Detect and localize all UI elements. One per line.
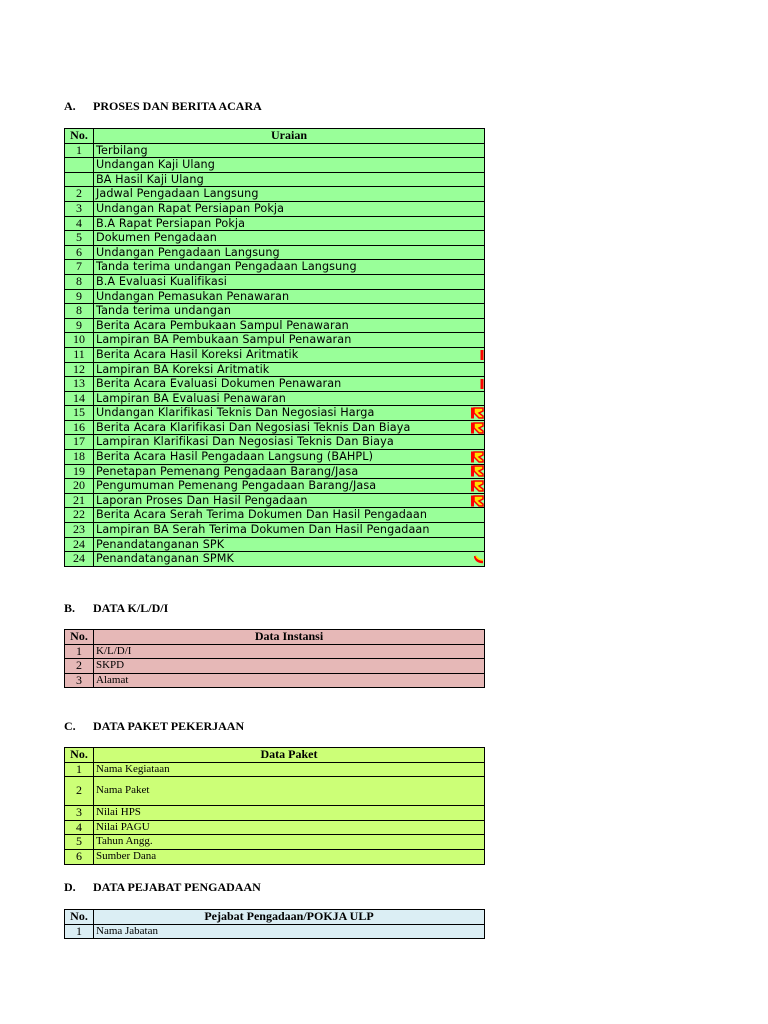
row-number: 1 [65,644,94,659]
curve-mark-icon [474,552,484,566]
row-text [94,347,485,362]
row-number: 3 [65,201,94,216]
table-row [65,318,485,333]
row-number: 20 [65,479,94,494]
row-number: 1 [65,762,94,777]
table-row [65,143,485,158]
row-label: Undangan Rapat Persiapan Pokja [96,201,285,215]
bar-mark-icon [480,377,484,391]
row-number: 6 [65,849,94,864]
row-label: Jadwal Pengadaan Langsung [96,187,259,201]
row-label: Tahun Angg. [96,835,153,848]
row-text [94,924,485,939]
row-label: Penandatanganan SPMK [96,552,234,566]
table-row [65,820,485,835]
row-number: 10 [65,333,94,348]
row-text [94,391,485,406]
row-text [94,523,485,538]
row-number: 4 [65,216,94,231]
row-number: 4 [65,820,94,835]
row-label: Penetapan Pemenang Pengadaan Barang/Jasa [96,464,359,478]
table-row [65,260,485,275]
row-label: Terbilang [96,143,148,157]
row-text [94,820,485,835]
col-header-data-instansi: Data Instansi [94,630,485,645]
flag-mark-icon [471,406,484,420]
row-text [94,158,485,173]
row-number: 14 [65,391,94,406]
section-letter: B. [64,601,76,615]
row-text [94,274,485,289]
row-label: Lampiran BA Koreksi Aritmatik [96,362,270,376]
row-label: Nama Jabatan [96,924,158,937]
row-text [94,333,485,348]
table-row [65,289,485,304]
flag-mark-icon [471,479,484,493]
table-header-row [65,129,485,144]
row-text [94,216,485,231]
table-row [65,777,485,806]
table-header-row [65,748,485,763]
table-row [65,231,485,246]
row-text [94,245,485,260]
row-number: 9 [65,318,94,333]
table-row [65,924,485,939]
row-text [94,406,485,421]
row-label: Undangan Pemasukan Penawaran [96,289,290,303]
row-text [94,552,485,567]
section-letter: A. [64,99,76,113]
table-row [65,673,485,688]
row-number: 2 [65,187,94,202]
row-label: Undangan Klarifikasi Teknis Dan Negosiasi Harga [96,406,375,420]
table-row [65,158,485,173]
table-row [65,172,485,187]
row-text [94,231,485,246]
table-row [65,406,485,421]
row-label: Lampiran BA Serah Terima Dokumen Dan Hasil Pengadaan [96,523,430,537]
flag-mark-icon [471,450,484,464]
section-title: DATA PEJABAT PENGADAAN [93,880,261,894]
table-row [65,644,485,659]
table-header-row [65,910,485,925]
row-label: Lampiran BA Evaluasi Penawaran [96,391,287,405]
row-text [94,304,485,319]
table-row [65,274,485,289]
row-number: 24 [65,537,94,552]
table-row [65,464,485,479]
row-text [94,537,485,552]
table-row [65,537,485,552]
col-header-no: No. [65,129,94,144]
row-label: Nilai PAGU [96,820,150,833]
row-number: 6 [65,245,94,260]
row-number: 21 [65,493,94,508]
row-text [94,362,485,377]
section-c-heading [64,719,244,734]
table-row [65,493,485,508]
row-text [94,659,485,674]
table-pejabat-pengadaan [64,909,485,939]
table-row [65,806,485,821]
row-number: 1 [65,924,94,939]
row-text [94,464,485,479]
row-label: K/L/D/I [96,644,132,657]
row-label: BA Hasil Kaji Ulang [96,172,204,186]
row-text [94,806,485,821]
table-row [65,304,485,319]
row-label: Nilai HPS [96,806,141,819]
row-label: Tanda terima undangan Pengadaan Langsung [96,260,357,274]
row-label: Penandatanganan SPK [96,537,225,551]
row-number: 7 [65,260,94,275]
row-text [94,849,485,864]
flag-mark-icon [471,465,484,479]
table-row [65,391,485,406]
row-text [94,420,485,435]
col-header-pejabat: Pejabat Pengadaan/POKJA ULP [94,910,485,925]
row-text [94,479,485,494]
row-label: Undangan Kaji Ulang [96,158,215,172]
table-header-row [65,630,485,645]
row-label: Berita Acara Serah Terima Dokumen Dan Hasil Pengadaan [96,508,428,522]
row-label: Lampiran Klarifikasi Dan Negosiasi Teknis Dan Biaya [96,435,394,449]
row-label: SKPD [96,659,125,672]
row-number: 24 [65,552,94,567]
table-row [65,187,485,202]
row-text [94,777,485,806]
row-text [94,493,485,508]
table-data-instansi [64,629,485,688]
row-label: Berita Acara Hasil Pengadaan Langsung (BAHPL) [96,450,374,464]
row-text [94,450,485,465]
row-number: 18 [65,450,94,465]
table-proses-berita-acara [64,128,485,567]
table-row [65,347,485,362]
col-header-no: No. [65,748,94,763]
table-row [65,479,485,494]
row-number: 12 [65,362,94,377]
table-row [65,377,485,392]
table-row [65,508,485,523]
row-number: 22 [65,508,94,523]
row-text [94,318,485,333]
row-label: Berita Acara Hasil Koreksi Aritmatik [96,347,299,361]
section-a-heading [64,99,262,114]
row-label: Laporan Proses Dan Hasil Pengadaan [96,493,308,507]
row-number: 16 [65,420,94,435]
table-row [65,762,485,777]
row-number: 11 [65,347,94,362]
row-number: 19 [65,464,94,479]
row-number [65,172,94,187]
row-label: Tanda terima undangan [96,304,232,318]
row-number: 8 [65,304,94,319]
row-label: B.A Rapat Persiapan Pokja [96,216,246,230]
section-b-heading [64,601,168,616]
section-letter: D. [64,880,76,894]
table-row [65,450,485,465]
table-row [65,201,485,216]
table-row [65,245,485,260]
col-header-data-paket: Data Paket [94,748,485,763]
table-row [65,835,485,850]
section-title: DATA PAKET PEKERJAAN [93,719,245,733]
flag-mark-icon [471,421,484,435]
row-label: Berita Acara Pembukaan Sampul Penawaran [96,318,349,332]
row-label: Pengumuman Pemenang Pengadaan Barang/Jasa [96,479,377,493]
row-number: 23 [65,523,94,538]
row-text [94,673,485,688]
row-number: 1 [65,143,94,158]
row-label: B.A Evaluasi Kualifikasi [96,274,227,288]
row-number: 9 [65,289,94,304]
row-number: 5 [65,835,94,850]
row-number: 5 [65,231,94,246]
table-row [65,362,485,377]
row-text [94,435,485,450]
row-label: Nama Kegiataan [96,762,170,775]
row-text [94,508,485,523]
row-label: Berita Acara Klarifikasi Dan Negosiasi Teknis Dan Biaya [96,420,411,434]
row-label: Undangan Pengadaan Langsung [96,245,280,259]
row-text [94,377,485,392]
table-row [65,435,485,450]
table-row [65,849,485,864]
row-label: Nama Paket [96,784,150,797]
table-row [65,552,485,567]
row-label: Sumber Dana [96,849,157,862]
row-text [94,172,485,187]
col-header-no: No. [65,910,94,925]
row-label: Berita Acara Evaluasi Dokumen Penawaran [96,377,342,391]
col-header-uraian: Uraian [94,129,485,144]
bar-mark-icon [480,348,484,362]
row-number: 3 [65,806,94,821]
row-text [94,644,485,659]
row-number: 8 [65,274,94,289]
row-number: 3 [65,673,94,688]
row-number [65,158,94,173]
row-text [94,187,485,202]
table-row [65,333,485,348]
table-row [65,659,485,674]
row-text [94,289,485,304]
section-letter: C. [64,719,76,733]
row-text [94,260,485,275]
col-header-no: No. [65,630,94,645]
table-row [65,420,485,435]
row-label: Alamat [96,673,129,686]
flag-mark-icon [471,494,484,508]
row-text [94,762,485,777]
row-label: Dokumen Pengadaan [96,231,217,245]
row-number: 17 [65,435,94,450]
row-text [94,143,485,158]
row-number: 2 [65,659,94,674]
table-row [65,216,485,231]
row-number: 2 [65,777,94,806]
row-label: Lampiran BA Pembukaan Sampul Penawaran [96,333,352,347]
section-title: DATA K/L/D/I [93,601,169,615]
row-text [94,201,485,216]
table-row [65,523,485,538]
row-number: 15 [65,406,94,421]
row-number: 13 [65,377,94,392]
table-data-paket [64,747,485,865]
section-d-heading [64,880,261,895]
section-title: PROSES DAN BERITA ACARA [93,99,262,113]
row-text [94,835,485,850]
